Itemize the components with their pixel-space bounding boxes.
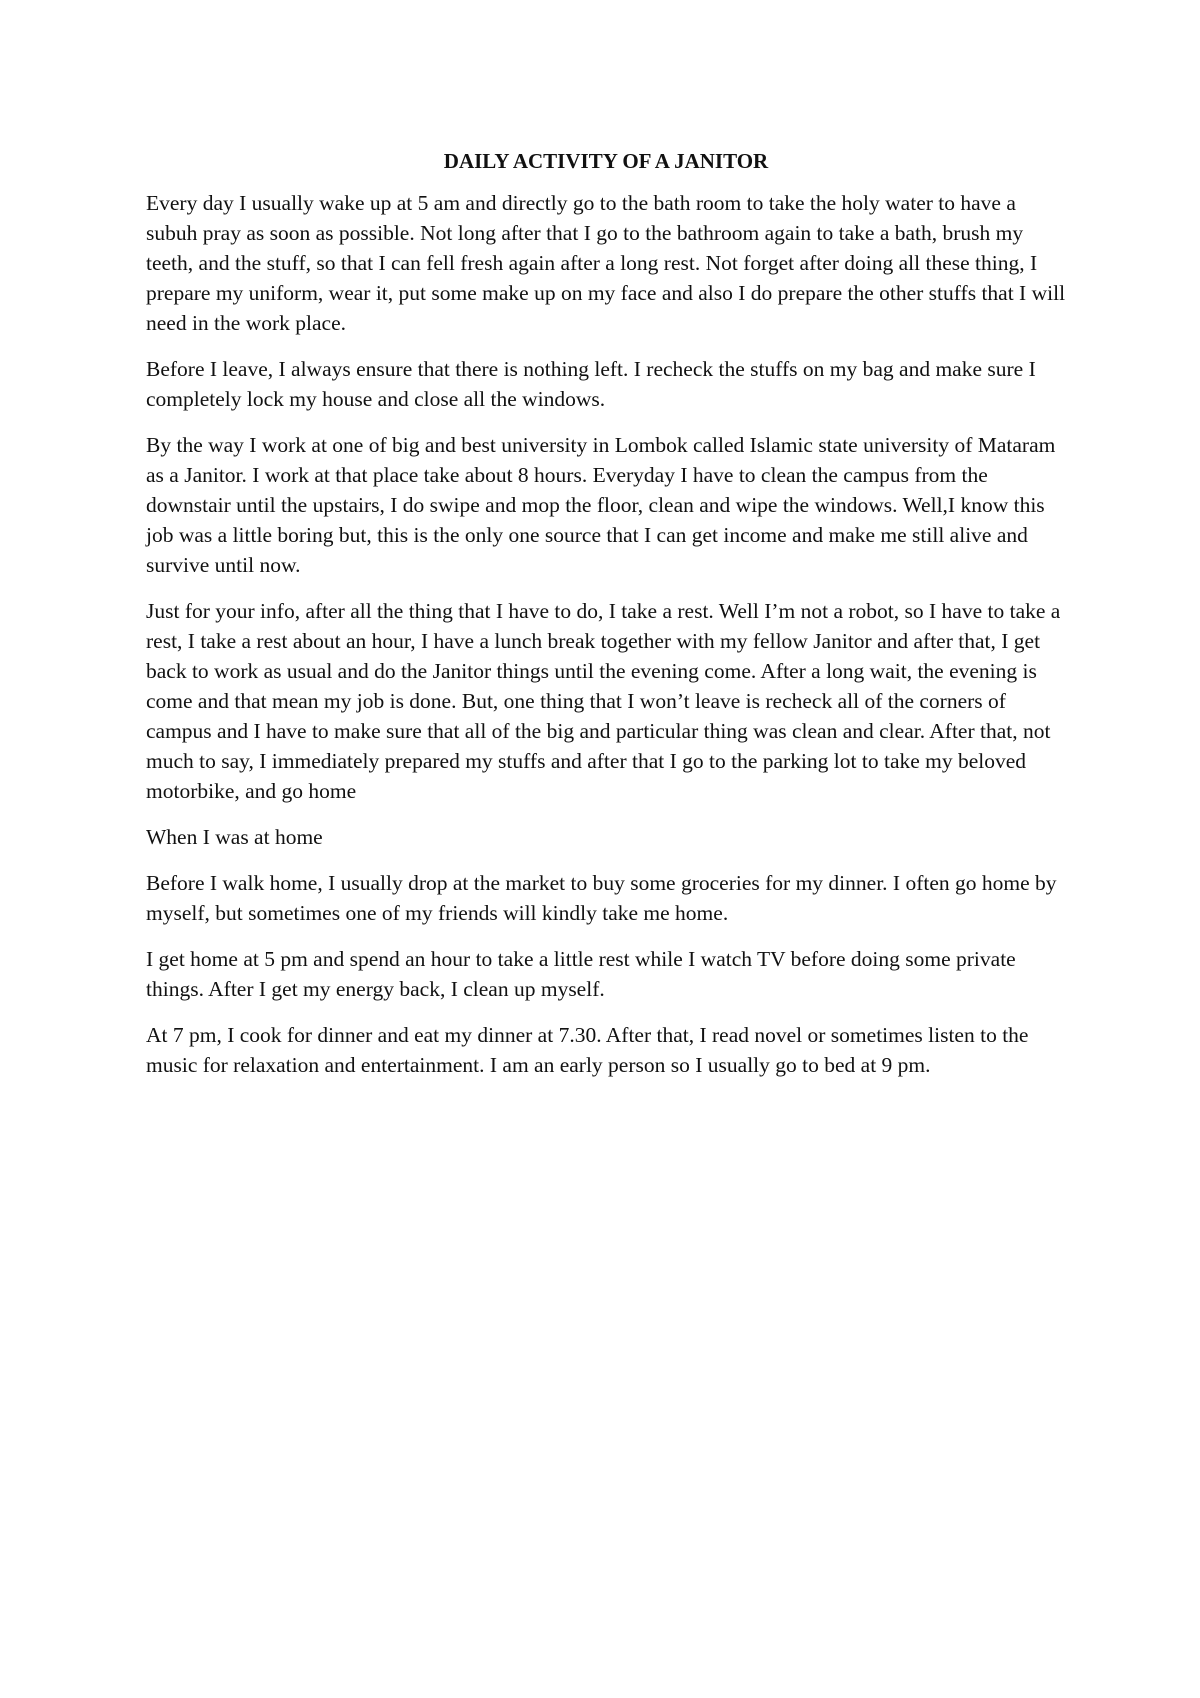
document-title: DAILY ACTIVITY OF A JANITOR (443, 149, 769, 173)
paragraph-morning-routine: Every day I usually wake up at 5 am and directly go to the bath room to take the holy water to have a subuh pray as soon as possible. Not long after that I go to the bathroom again to take a bath, brush my teeth, and the stuff, so that I can fell fresh again after a long rest. Not forget after doing all these thing, I prepare my uniform, wear it, put some make up on my face and also I do prepare the other stuffs that I will need in the work place. (146, 191, 1066, 335)
document-body (146, 146, 1066, 1096)
paragraph-rest-and-evening: Just for your info, after all the thing that I have to do, I take a rest. Well I’m not a robot, so I have to take a rest, I take a rest about an hour, I have a lunch break together with my fellow Janitor and after that, I get back to work as usual and do the Janitor things until the evening come. After a long wait, the evening is come and that mean my job is done. But, one thing that I won’t leave is recheck all of the corners of campus and I have to make sure that all of the big and particular thing was clean and clear. After that, not much to say, I immediately prepared my stuffs and after that I go to the parking lot to take my beloved motorbike, and go home (146, 599, 1061, 803)
paragraph-workplace: By the way I work at one of big and best university in Lombok called Islamic state university of Mataram as a Janitor. I work at that place take about 8 hours. Everyday I have to clean the campus from the downstair until the upstairs, I do swipe and mop the floor, clean and wipe the windows. Well,I know this job was a little boring but, this is the only one source that I can get income and make me still alive and survive until now. (146, 433, 1056, 577)
paragraph-get-home: I get home at 5 pm and spend an hour to take a little rest while I watch TV before doing some private things. After I get my energy back, I clean up myself. (146, 947, 1016, 1001)
paragraph-dinner-and-bed: At 7 pm, I cook for dinner and eat my dinner at 7.30. After that, I read novel or sometimes listen to the music for relaxation and entertainment. I am an early person so I usually go to bed at 9 pm. (146, 1023, 1029, 1077)
paragraph-before-leaving: Before I leave, I always ensure that there is nothing left. I recheck the stuffs on my bag and make sure I completely lock my house and close all the windows. (146, 357, 1036, 411)
paragraph-groceries: Before I walk home, I usually drop at the market to buy some groceries for my dinner. I often go home by myself, but sometimes one of my friends will kindly take me home. (146, 871, 1057, 925)
paragraph-at-home-heading: When I was at home (146, 825, 323, 849)
